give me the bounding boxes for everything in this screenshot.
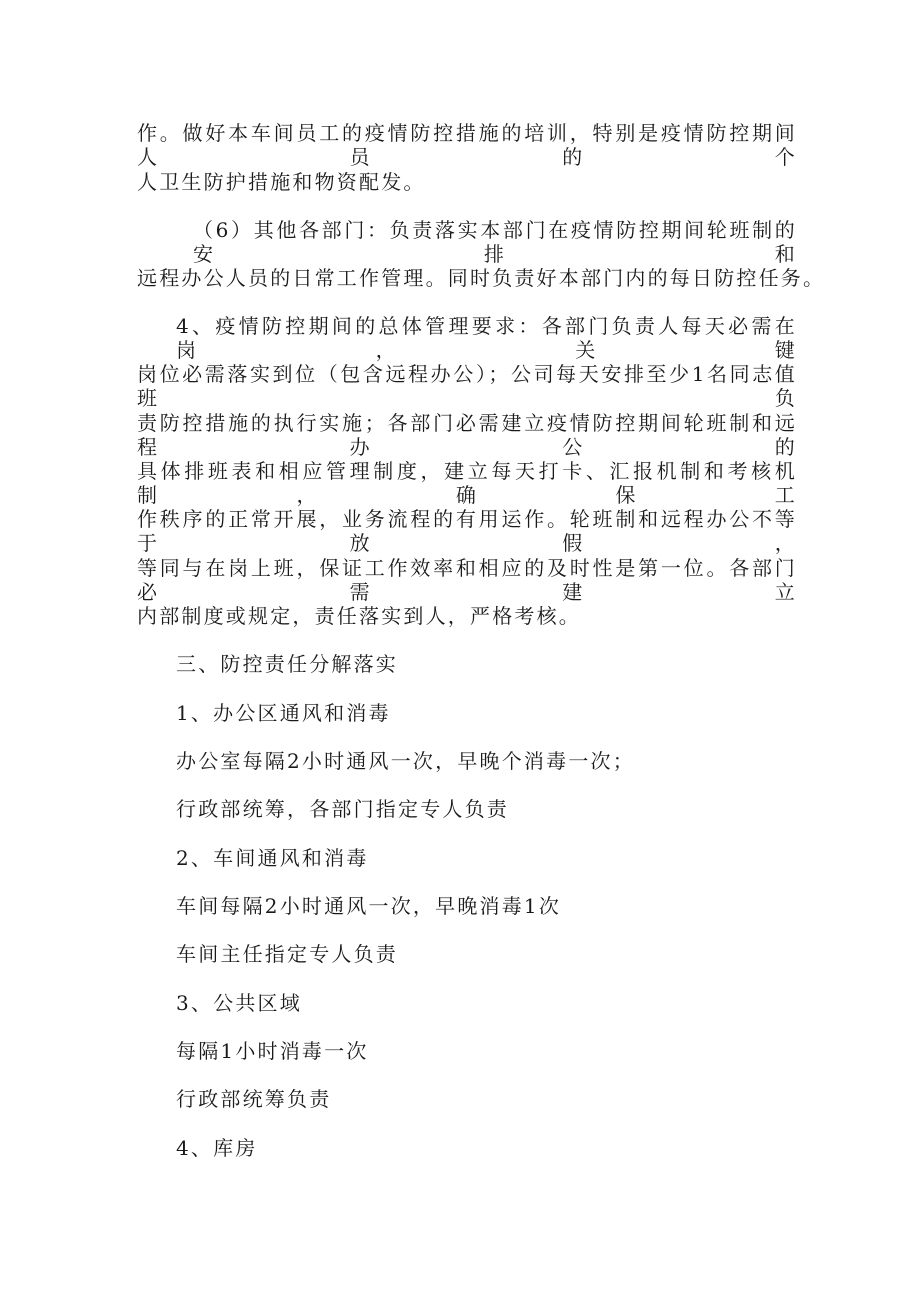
subsection-heading: 1、办公区通风和消毒 — [176, 701, 391, 725]
subsection-heading: 2、车间通风和消毒 — [176, 846, 369, 870]
paragraph-line: 责防控措施的执行实施；各部门必需建立疫情防控期间轮班制和远程办公的 — [137, 411, 797, 459]
paragraph-line: 具体排班表和相应管理制度，建立每天打卡、汇报机制和考核机制，确保工 — [137, 459, 797, 507]
paragraph-line: 作秩序的正常开展，业务流程的有用运作。轮班制和远程办公不等于放假， — [137, 507, 797, 555]
paragraph-line: 内部制度或规定，责任落实到人，严格考核。 — [137, 604, 581, 628]
paragraph-line: （6）其他各部门：负责落实本部门在疫情防控期间轮班制的安排和 — [193, 218, 797, 266]
paragraph-line: 远程办公人员的日常工作管理。同时负责好本部门内的每日防控任务。 — [137, 266, 826, 290]
paragraph-line: 车间主任指定专人负责 — [176, 942, 398, 966]
section-heading: 三、防控责任分解落实 — [176, 652, 398, 676]
paragraph-line: 岗位必需落实到位（包含远程办公）；公司每天安排至少1名同志值班负 — [137, 362, 797, 410]
paragraph-line: 人卫生防护措施和物资配发。 — [137, 170, 426, 194]
paragraph-line: 车间每隔2小时通风一次，早晚消毒1次 — [176, 894, 562, 918]
subsection-heading: 4、库房 — [176, 1136, 258, 1160]
subsection-heading: 3、公共区域 — [176, 991, 302, 1015]
paragraph-line: 办公室每隔2小时通风一次，早晚个消毒一次； — [176, 749, 635, 773]
paragraph-line: 行政部统筹负责 — [176, 1087, 332, 1111]
paragraph-line: 行政部统筹，各部门指定专人负责 — [176, 797, 509, 821]
paragraph-line: 等同与在岗上班，保证工作效率和相应的及时性是第一位。各部门必需建立 — [137, 556, 797, 604]
paragraph-line: 每隔1小时消毒一次 — [176, 1039, 369, 1063]
paragraph-line: 作。做好本车间员工的疫情防控措施的培训，特别是疫情防控期间人员的个 — [137, 121, 797, 169]
paragraph-line: 4、疫情防控期间的总体管理要求：各部门负责人每天必需在岗，关键 — [176, 314, 797, 362]
